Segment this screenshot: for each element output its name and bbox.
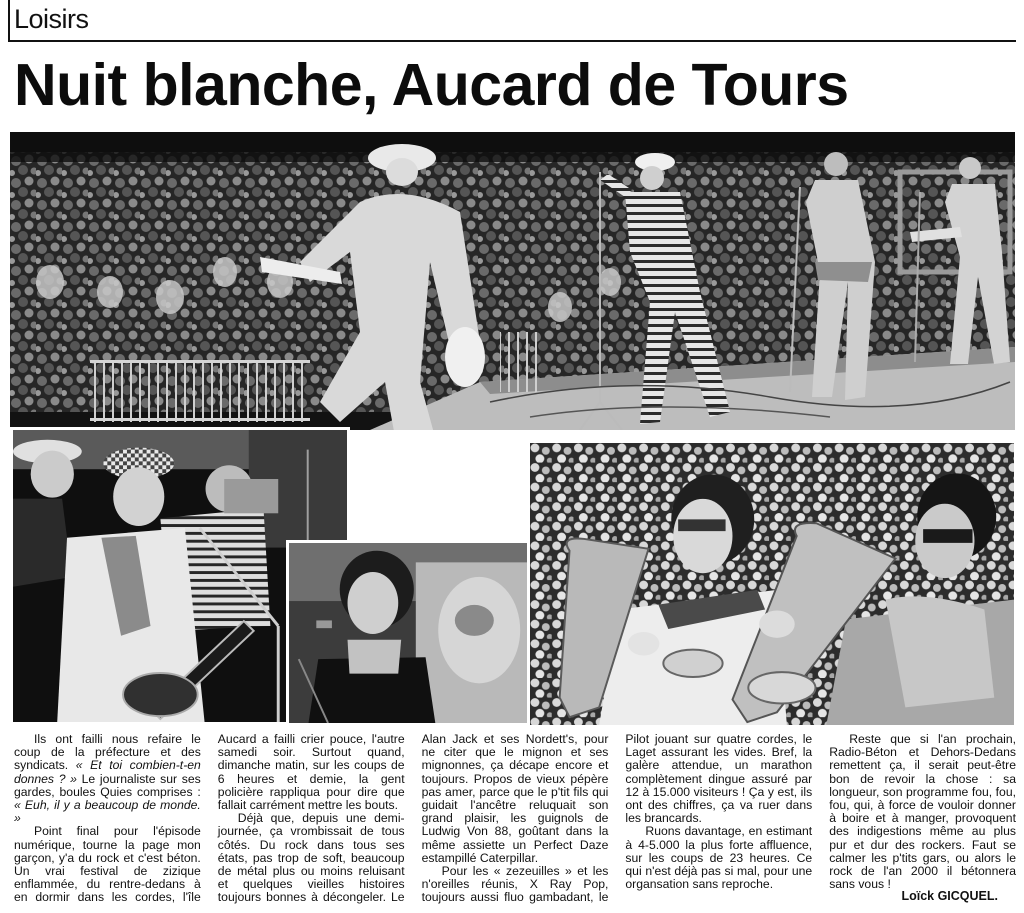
paragraph-text: Déjà que, depuis une demi-journée, ça vrombissait de tous côtés. Du rock dans tous ses états, pas trop de soft, beaucoup de métal plus ou moins reluisant et quelques vieilles histoires toujours bonnes à décongeler. Le Alan Jack et ses Nordett's, pour ne citer que le mignon et ses mignonnes, ça décape encore et toujours. Propos de vieux pépère pas amer, parce que le p'tit fils qui guidait l'ancêtre reluquait son grand plaisir, les guignols de Ludwig Von 88, goûtant dans la même assiette un Perfect Daze estampillé Caterpillar.	[217, 732, 609, 905]
paragraph-text: Le journaliste sur ses gardes, boules Quies comprises :	[14, 771, 201, 799]
paragraph-text: Ruons davantage, en estimant à 4-5.000 la plus forte affluence, sur les coups de 23 heures. Ce qui n'est déjà pas si mal, pour une organsation sans reproche.	[625, 824, 813, 892]
quote-text: « Et toi combien-t-en donnes ? »	[14, 758, 201, 786]
paragraph-text: Pour les « zezeuilles » et les n'oreilles réunis, X Ray Pop, toujours aussi fluo gambadant, le Pilot jouant sur quatre cordes, le Laget assurant les vides. Bref, la galère attendue, un marathon complètement dingue assuré par 12 à 15.000 visiteurs ! Ça y est, ils ont des chiffres, ça va ruer dans les brancards.	[421, 732, 813, 905]
singer-photo	[286, 540, 530, 726]
article-paragraph	[829, 733, 1016, 891]
section-label: Loisirs	[14, 4, 89, 34]
article-paragraph	[14, 733, 201, 825]
saxophonists-photo	[527, 440, 1017, 728]
headline: Nuit blanche, Aucard de Tours	[14, 52, 849, 118]
paragraph-text: Point final pour l'épisode numérique, tourne la page mon garçon, y'a du rock et c'est béton. Un vrai festival de zizique enflammée, du rentre-dedans à en dormir dans les cordes, l'île Aucard a failli crier pouce, l'autre samedi soir. Surtout quand, dimanche matin, sur les coups de 6 heures et demie, la gent policière rappliqua pour dire que fallait carrément mettre les bouts.	[14, 732, 405, 905]
concert-stage-photo	[10, 132, 1015, 430]
article-body	[14, 733, 1016, 909]
paragraph-text: Reste que si l'an prochain, Radio-Béton et Dehors-Dedans remettent ça, il serait peut-être bon de revoir la chose : sa longueur, son programme fou, fou, fou, qui, à force de vouloir donner à boire et à manger, provoquent des indigestions même au plus pur et dur des rockers. Faut se calmer les p'tits gars, ou alors le rock de l'an 2000 il bétonnera sans vous !	[829, 732, 1016, 892]
byline: Loïck GICQUEL.	[901, 889, 998, 903]
quote-text: « Euh, il y a beaucoup de monde. »	[14, 798, 201, 826]
left-column-rule	[8, 0, 10, 42]
paragraph-text: Ils ont failli nous refaire le coup de la préfecture et des syndicats.	[14, 732, 201, 773]
article-paragraph	[625, 825, 812, 891]
section-rule	[8, 40, 1016, 42]
